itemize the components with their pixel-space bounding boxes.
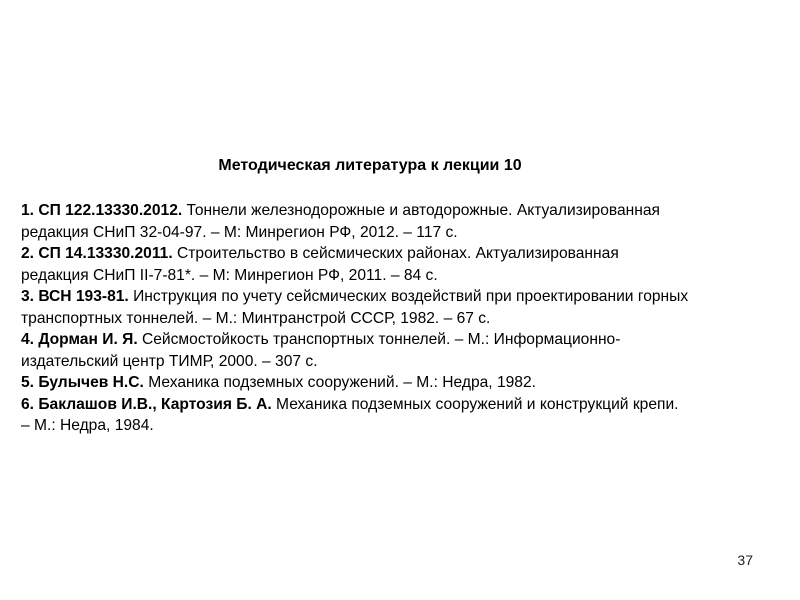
- reference-line: [21, 308, 786, 330]
- reference-line: [21, 243, 786, 265]
- reference-line: [21, 415, 786, 437]
- slide-title: Методическая литература к лекции 10: [218, 157, 522, 174]
- reference-line: [21, 222, 786, 244]
- reference-key: 6. Баклашов И.В., Картозия Б. А.: [21, 395, 272, 413]
- reference-key: 4. Дорман И. Я.: [21, 331, 138, 348]
- reference-line: [21, 351, 786, 373]
- reference-text: Тоннели железнодорожные и автодорожные. Актуализированная: [182, 202, 660, 219]
- page-number: 37: [737, 552, 753, 568]
- reference-text: редакция СНиП 32-04-97. – М: Минрегион РФ, 2012. – 117 с.: [21, 223, 458, 241]
- reference-list: [21, 200, 786, 437]
- reference-key: 1. СП 122.13330.2012.: [21, 202, 183, 219]
- reference-line: [21, 265, 786, 287]
- reference-line: [21, 372, 786, 394]
- reference-text: издательский центр ТИМР, 2000. – 307 с.: [21, 352, 318, 370]
- reference-text: редакция СНиП II-7-81*. – М: Минрегион РФ, 2011. – 84 с.: [21, 266, 438, 284]
- reference-line: [21, 200, 786, 222]
- reference-item-1: [21, 200, 786, 243]
- reference-text: Инструкция по учету сейсмических воздействий при проектировании горных: [128, 288, 689, 305]
- reference-line: [21, 329, 786, 351]
- reference-item-2: [21, 243, 786, 286]
- reference-item-3: [21, 286, 786, 329]
- reference-key: 5. Булычев Н.С.: [21, 374, 144, 391]
- reference-line: [21, 286, 786, 308]
- reference-text: Механика подземных сооружений. – М.: Недра, 1982.: [143, 374, 536, 391]
- reference-item-5: [21, 372, 786, 394]
- reference-line: [21, 394, 786, 416]
- reference-text: Строительство в сейсмических районах. Актуализированная: [172, 245, 619, 262]
- reference-text: – М.: Недра, 1984.: [21, 417, 154, 434]
- reference-item-6: [21, 394, 786, 437]
- reference-item-4: [21, 329, 786, 372]
- reference-key: 2. СП 14.13330.2011.: [21, 245, 173, 262]
- reference-key: 3. ВСН 193-81.: [21, 288, 129, 305]
- reference-text: Сейсмостойкость транспортных тоннелей. – М.: Информационно-: [137, 331, 621, 348]
- reference-text: транспортных тоннелей. – М.: Минтранстрой СССР, 1982. – 67 с.: [21, 309, 491, 327]
- reference-text: Механика подземных сооружений и конструкций крепи.: [271, 395, 679, 413]
